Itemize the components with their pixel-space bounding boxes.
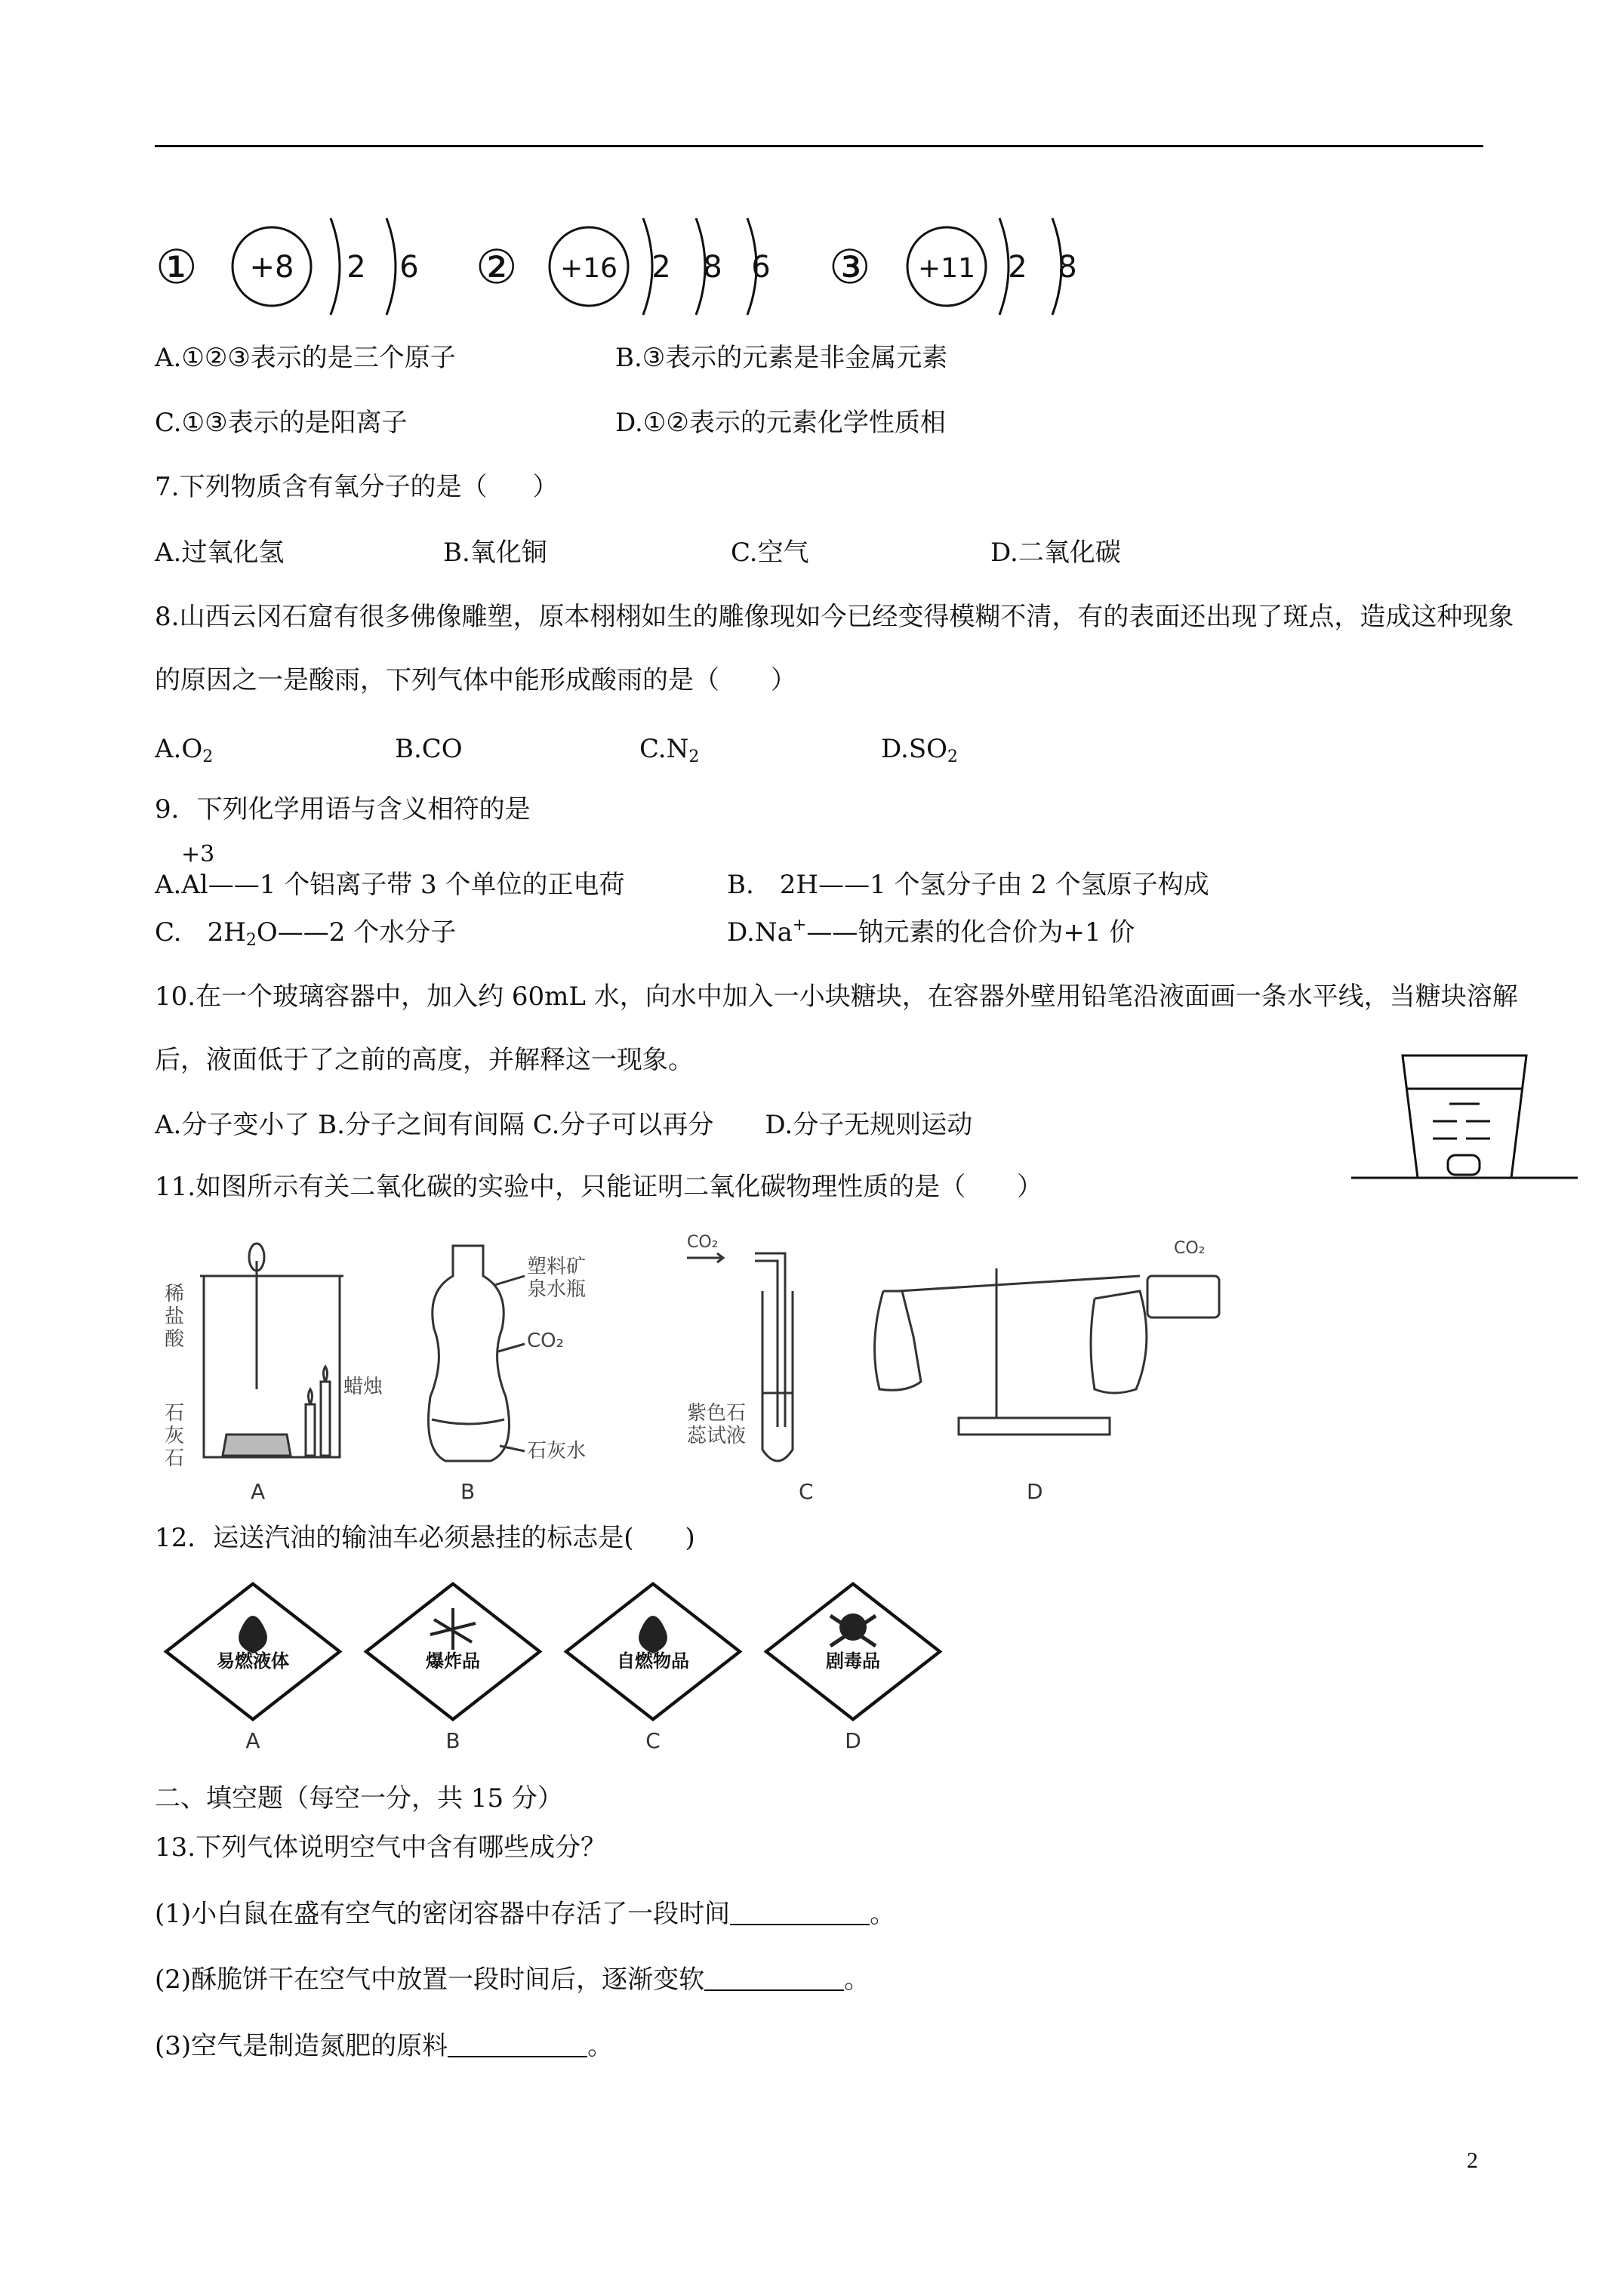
q11-co2-experiments-figure: [159, 1231, 1238, 1510]
q9-option-d-pre: D.Na: [727, 917, 793, 948]
q9-option-b: B. 2H——1 个氢分子由 2 个氢原子构成: [727, 870, 1209, 900]
sugar-cube: [1448, 1155, 1480, 1175]
c-liquid-label-1: 紫色石: [687, 1402, 747, 1425]
atom-diagram-1: [156, 218, 419, 315]
atom-3-shell-1: 2: [1008, 250, 1027, 285]
q8-option-d-subscript: 2: [947, 747, 959, 766]
q10-options: A.分子变小了 B.分子之间有间隔 C.分子可以再分 D.分子无规则运动: [155, 1110, 973, 1140]
hazard-sign-a-text: 易燃液体: [217, 1650, 289, 1672]
q10-stem: 10.在一个玻璃容器中，加入约 60mL 水，向水中加入一小块糖块，在容器外壁用铅笔沿液面画一条水平线，当糖块溶解后，液面低于了之前的高度，并解释这一现象。: [155, 982, 1518, 1075]
c-gas-label: CO₂: [687, 1233, 719, 1252]
a-stone-label-1: 石: [165, 1402, 185, 1425]
a-letter: A: [251, 1479, 266, 1504]
a-stone-label-3: 石: [165, 1447, 185, 1470]
q13-part-1: [155, 1897, 895, 1931]
hazard-sign-c-text: 自燃物品: [617, 1650, 689, 1672]
q9-option-a: A.Al——1 个铝离子带 3 个单位的正电荷: [155, 870, 625, 900]
q6-option-b: B.③表示的元素是非金属元素: [615, 343, 948, 373]
q8-option-d-text: D.SO: [881, 734, 948, 764]
hazard-sign-d: [766, 1584, 940, 1753]
q8-option-a-subscript: 2: [202, 747, 214, 766]
a-acid-label-2: 盐: [165, 1305, 185, 1328]
header-rule: [155, 145, 1483, 147]
q9-stem: 9．下列化学用语与含义相符的是: [155, 794, 531, 824]
q13-part-2-text: (2)酥脆饼干在空气中放置一段时间后，逐渐变软: [155, 1965, 705, 1995]
b-gas-label: CO₂: [527, 1330, 565, 1352]
q13-blank-2[interactable]: [704, 1964, 844, 1991]
atom-diagram-3: [829, 218, 1077, 315]
atom-1-shell-1: 2: [346, 250, 366, 285]
c-letter: C: [799, 1479, 814, 1504]
q8-option-a-text: A.O: [155, 734, 203, 764]
atom-2-shell-2: 8: [703, 250, 722, 285]
page-number: 2: [1467, 2148, 1478, 2173]
atom-3-nucleus: +11: [918, 253, 975, 284]
q7-option-d: D.二氧化碳: [990, 538, 1121, 568]
atom-3-shell-2: 8: [1058, 250, 1077, 285]
q8-option-a: [155, 732, 213, 766]
hazard-sign-d-text: 剧毒品: [826, 1650, 880, 1672]
hazard-sign-c-letter: C: [645, 1728, 661, 1753]
q11-stem: 11.如图所示有关二氧化碳的实验中，只能证明二氧化碳物理性质的是（ ）: [155, 1172, 1043, 1202]
hazard-sign-b: [366, 1584, 540, 1753]
q7-option-c: C.空气: [731, 538, 809, 568]
a-candle-label: 蜡烛: [343, 1376, 383, 1398]
plastic-bottle: [429, 1246, 510, 1461]
balance-base: [959, 1418, 1110, 1435]
hazard-sign-a-letter: A: [245, 1728, 260, 1753]
a-acid-label-3: 酸: [165, 1328, 185, 1351]
atom-3-number: ③: [829, 239, 871, 294]
d-letter: D: [1027, 1479, 1043, 1504]
q13-part-3: [155, 2029, 613, 2063]
hazard-sign-d-letter: D: [845, 1728, 861, 1753]
atom-2-number: ②: [476, 239, 518, 294]
q7-option-a: A.过氧化氢: [155, 538, 285, 568]
q6-option-c: C.①③表示的是阳离子: [155, 408, 408, 438]
glass-container: [1403, 1056, 1526, 1178]
q8-option-c-text: C.N: [639, 734, 689, 764]
atom-2-shell-3: 6: [751, 250, 771, 285]
atom-diagram-2: [476, 218, 771, 315]
atom-2-shell-1: 2: [651, 250, 671, 285]
q6-option-a: A.①②③表示的是三个原子: [155, 343, 456, 373]
d-gas-label: CO₂: [1174, 1239, 1206, 1258]
q7-option-b: B.氧化铜: [443, 538, 547, 568]
experiment-b: [429, 1246, 587, 1504]
c-liquid-label-2: 蕊试液: [687, 1425, 747, 1447]
experiment-a: [165, 1244, 383, 1504]
q13-part-3-end: 。: [587, 2031, 614, 2061]
q8-option-d: [881, 732, 958, 766]
q13-part-2: [155, 1963, 870, 1996]
q8-stem: 8.山西云冈石窟有很多佛像雕塑，原本栩栩如生的雕像现如今已经变得模糊不清，有的表面还出现了斑点，造成这种现象的原因之一是酸雨，下列气体中能形成酸雨的是（ ）: [155, 602, 1514, 695]
q9-option-c-subscript: 2: [245, 931, 257, 950]
q7-stem: [155, 470, 558, 504]
a-acid-label-1: 稀: [165, 1283, 185, 1305]
q13-blank-3[interactable]: [448, 2030, 587, 2057]
atom-1-number: ①: [156, 239, 198, 294]
a-stone-label-2: 灰: [165, 1425, 185, 1447]
atom-2-nucleus: +16: [560, 253, 617, 284]
q10-glass-container-figure: [1351, 1049, 1578, 1185]
q13-part-3-text: (3)空气是制造氮肥的原料: [155, 2031, 448, 2061]
q12-hazard-signs-figure: [159, 1578, 966, 1759]
q13-part-2-end: 。: [844, 1965, 870, 1995]
q9-option-c: [155, 916, 456, 949]
q7-stem-close: ）: [532, 472, 559, 502]
q12-stem: 12．运送汽油的输油车必须悬挂的标志是( ): [155, 1523, 695, 1553]
q8-option-c-subscript: 2: [688, 747, 700, 766]
hazard-sign-a: [166, 1584, 340, 1753]
q7-stem-text: 7.下列物质含有氧分子的是（: [155, 472, 488, 502]
b-letter: B: [460, 1479, 476, 1504]
atom-1-nucleus: +8: [249, 250, 294, 285]
hazard-sign-b-letter: B: [445, 1728, 460, 1753]
q9-option-a-charge: +3: [181, 841, 215, 868]
q8-option-c: [639, 732, 699, 766]
beaker-a: [204, 1276, 340, 1457]
q13-blank-1[interactable]: [730, 1898, 870, 1925]
q9-option-c-pre: C. 2H: [155, 917, 246, 948]
hazard-sign-c: [566, 1584, 740, 1753]
b-bottle-label-2: 泉水瓶: [527, 1278, 587, 1301]
atom-structure-diagrams: [151, 208, 1117, 328]
q13-part-1-text: (1)小白鼠在盛有空气的密闭容器中存活了一段时间: [155, 1899, 731, 1929]
q9-option-d: [727, 916, 1135, 949]
q6-option-d: D.①②表示的元素化学性质相: [615, 408, 946, 438]
q13-stem: 13.下列气体说明空气中含有哪些成分？: [155, 1832, 607, 1863]
q9-option-d-post: ——钠元素的化合价为+1 价: [806, 917, 1135, 948]
atom-1-shell-2: 6: [399, 250, 419, 285]
experiment-c: [687, 1233, 814, 1504]
q9-option-c-post: O——2 个水分子: [256, 917, 457, 948]
section-2-title: 二、填空题（每空一分，共 15 分）: [155, 1783, 563, 1814]
hazard-sign-b-text: 爆炸品: [426, 1650, 480, 1672]
experiment-d: [875, 1239, 1219, 1504]
q9-option-d-superscript: +: [792, 916, 807, 935]
q13-part-1-end: 。: [870, 1899, 896, 1929]
b-liquid-label: 石灰水: [527, 1440, 587, 1462]
q8-option-b: B.CO: [395, 734, 463, 764]
b-bottle-label-1: 塑料矿: [527, 1256, 587, 1278]
